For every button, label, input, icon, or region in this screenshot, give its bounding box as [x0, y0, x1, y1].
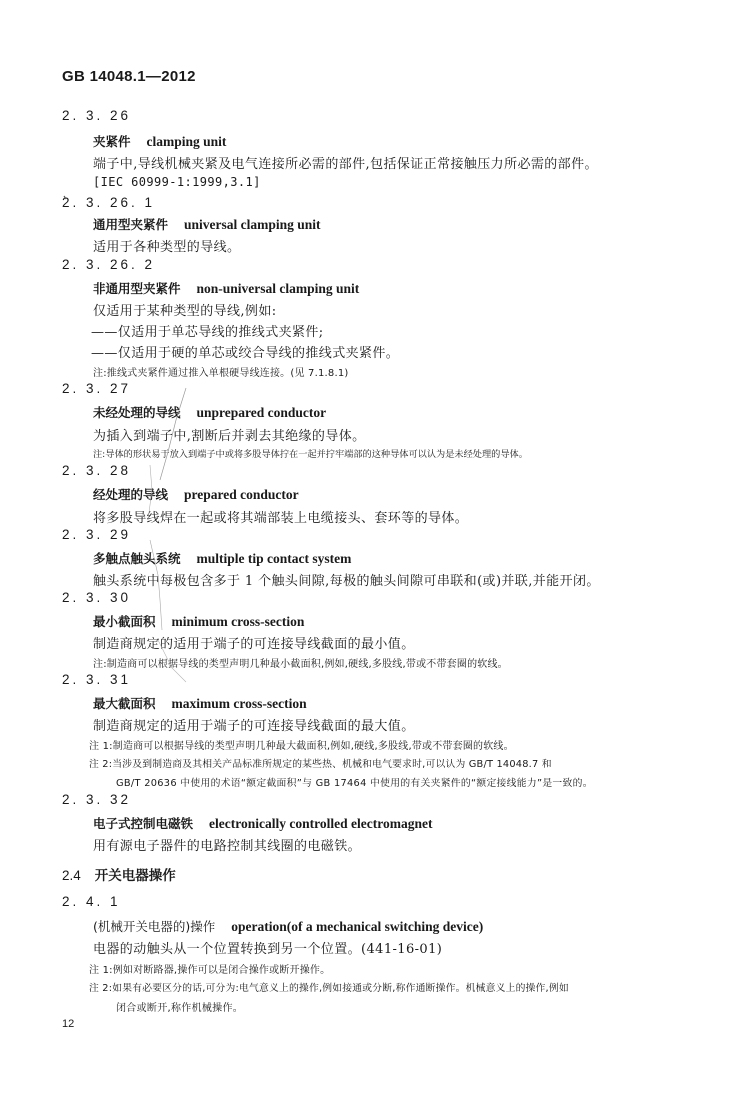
term-note: 注:制造商可以根据导线的类型声明几种最小截面积,例如,硬线,多股线,带或不带套圈的软线。	[93, 659, 508, 670]
term-definition: 触头系统中每极包含多于 1 个触头间隙,每极的触头间隙可串联和(或)并联,并能开闭。	[93, 574, 600, 589]
term-heading	[93, 403, 326, 421]
clause-number: 2. 3. 29	[62, 527, 132, 542]
list-item: ——仅适用于单芯导线的推线式夹紧件;	[91, 325, 324, 340]
term-english: prepared conductor	[184, 487, 299, 502]
term-definition: 用有源电子器件的电路控制其线圈的电磁铁。	[93, 839, 362, 854]
term-definition: 电器的动触头从一个位置转换到另一个位置。(441-16-01)	[93, 942, 443, 957]
term-chinese: 通用型夹紧件	[93, 217, 169, 232]
clause-number: 2. 3. 26	[62, 108, 132, 123]
clause-number: 2. 3. 32	[62, 792, 132, 807]
term-english: non-universal clamping unit	[196, 281, 360, 296]
list-item: ——仅适用于硬的单芯或绞合导线的推线式夹紧件。	[91, 346, 400, 361]
term-english: maximum cross-section	[171, 696, 307, 711]
term-chinese: 电子式控制电磁铁	[93, 816, 194, 831]
term-heading	[93, 485, 299, 503]
term-note-1: 注 1:制造商可以根据导线的类型声明几种最大截面积,例如,硬线,多股线,带或不带套圈的软线。	[89, 741, 514, 752]
term-heading	[93, 814, 432, 832]
section-number: 2.4	[62, 868, 81, 883]
term-chinese: 最小截面积	[93, 614, 156, 629]
term-english: unprepared conductor	[196, 405, 327, 420]
term-chinese: 夹紧件	[93, 134, 131, 149]
term-definition: 适用于各种类型的导线。	[93, 240, 241, 255]
term-reference: [IEC 60999-1:1999,3.1]	[93, 175, 261, 189]
clause-number: 2. 3. 27	[62, 381, 132, 396]
clause-number: 2. 3. 26. 2	[62, 257, 156, 272]
term-heading	[93, 694, 307, 712]
standard-number-header: GB 14048.1—2012	[62, 68, 196, 85]
term-english: electronically controlled electromagnet	[209, 816, 433, 831]
clause-number: 2. 3. 31	[62, 672, 132, 687]
section-title: 开关电器操作	[94, 868, 176, 884]
term-heading	[93, 549, 351, 567]
term-chinese: 最大截面积	[93, 696, 156, 711]
clause-number: 2. 3. 28	[62, 463, 132, 478]
term-heading	[93, 215, 321, 233]
term-note: 注:导体的形状易于放入到端子中或将多股导体拧在一起并拧牢端部的这种导体可以认为是未经处理的导体。	[93, 449, 528, 460]
page-number: 12	[62, 1018, 75, 1030]
term-heading	[93, 612, 304, 630]
term-chinese: (机械开关电器的)操作	[93, 919, 216, 934]
term-chinese: 经处理的导线	[93, 487, 169, 502]
clause-number: 2. 4. 1	[62, 894, 121, 909]
term-heading	[93, 279, 359, 297]
term-note-2: 注 2:如果有必要区分的话,可分为:电气意义上的操作,例如接通或分断,称作通断操作。机械意义上的操作,例如	[89, 983, 569, 994]
term-definition: 仅适用于某种类型的导线,例如:	[93, 304, 277, 319]
term-english: clamping unit	[146, 134, 227, 149]
term-definition: 端子中,导线机械夹紧及电气连接所必需的部件,包括保证正常接触压力所必需的部件。	[93, 157, 598, 172]
clause-number: 2. 3. 26. 1	[62, 195, 156, 210]
term-definition: 制造商规定的适用于端子的可连接导线截面的最大值。	[93, 719, 415, 734]
term-note-1: 注 1:例如对断路器,操作可以是闭合操作或断开操作。	[89, 965, 331, 976]
term-chinese: 非通用型夹紧件	[93, 281, 181, 296]
term-note-2: 注 2:当涉及到制造商及其相关产品标准所规定的某些热、机械和电气要求时,可以认为 GB/T 14048.7 和	[89, 759, 552, 770]
clause-number: 2. 3. 30	[62, 590, 132, 605]
section-heading	[62, 864, 176, 884]
term-definition: 为插入到端子中,割断后并剥去其绝缘的导体。	[93, 429, 366, 444]
term-note: 注:推线式夹紧件通过推入单根硬导线连接。(见 7.1.8.1)	[93, 368, 349, 379]
term-definition: 将多股导线焊在一起或将其端部装上电缆接头、套环等的导体。	[93, 511, 469, 526]
term-english: operation(of a mechanical switching device)	[231, 919, 484, 934]
term-definition: 制造商规定的适用于端子的可连接导线截面的最小值。	[93, 637, 415, 652]
term-note-2-continued: 闭合或断开,称作机械操作。	[116, 1003, 244, 1014]
term-chinese: 多触点触头系统	[93, 551, 181, 566]
term-english: universal clamping unit	[184, 217, 321, 232]
term-english: multiple tip contact system	[196, 551, 352, 566]
term-heading	[93, 917, 483, 935]
term-english: minimum cross-section	[171, 614, 305, 629]
term-heading	[93, 132, 226, 150]
term-note-2-continued: GB/T 20636 中使用的术语“额定截面积”与 GB 17464 中使用的有关夹紧件的“额定接线能力”是一致的。	[116, 778, 593, 789]
term-chinese: 未经处理的导线	[93, 405, 181, 420]
